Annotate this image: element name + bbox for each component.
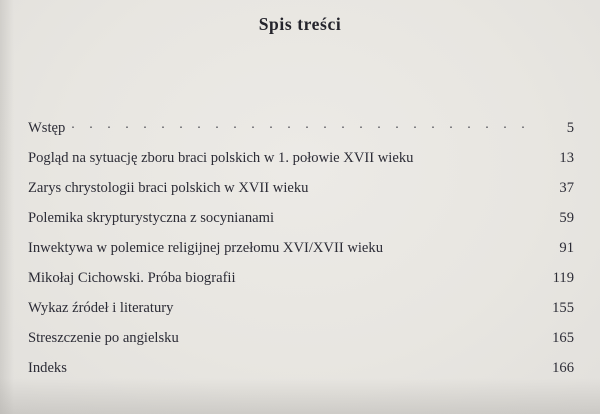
toc-entry-label: Pogląd na sytuację zboru braci polskich w 1. połowie XVII wieku [28,150,414,166]
toc-leader-dots [389,238,538,252]
toc-leader-dots [314,178,538,192]
toc-leader-dots [280,208,538,222]
toc-leader-dots [419,148,538,162]
toc-entry-page-number: 37 [559,180,574,196]
toc-leader-dots [179,298,538,312]
table-of-contents [28,118,574,388]
toc-entry-page-number: 119 [552,270,574,286]
toc-entry[interactable] [28,118,574,148]
toc-entry-label: Streszczenie po angielsku [28,330,179,346]
toc-entry-label: Zarys chrystologii braci polskich w XVII wieku [28,180,309,196]
toc-entry[interactable] [28,328,574,358]
toc-entry[interactable] [28,358,574,388]
toc-entry-page-number: 91 [559,240,574,256]
toc-entry[interactable] [28,208,574,238]
toc-entry-page-number: 165 [552,330,574,346]
toc-entry[interactable] [28,238,574,268]
toc-leader-dots [71,118,538,132]
toc-entry-page-number: 166 [552,360,574,376]
toc-leader-dots [73,358,538,372]
toc-entry[interactable] [28,148,574,178]
toc-leader-dots [185,328,538,342]
toc-entry-label: Wstęp [28,120,66,136]
toc-entry-label: Polemika skrypturystyczna z socynianami [28,210,275,226]
toc-entry-label: Inwektywa w polemice religijnej przełomu XVI/XVII wieku [28,240,384,256]
toc-entry-page-number: 59 [559,210,574,226]
toc-entry-label: Indeks [28,360,67,376]
toc-leader-dots [242,268,538,282]
toc-entry-page-number: 155 [552,300,574,316]
toc-entry[interactable] [28,178,574,208]
page-title: Spis treści [258,14,342,34]
toc-entry-page-number: 13 [559,150,574,166]
toc-entry-label: Wykaz źródeł i literatury [28,300,174,316]
toc-entry-label: Mikołaj Cichowski. Próba biografii [28,270,236,286]
toc-entry[interactable] [28,298,574,328]
toc-entry-page-number: 5 [566,120,574,136]
toc-entry[interactable] [28,268,574,298]
